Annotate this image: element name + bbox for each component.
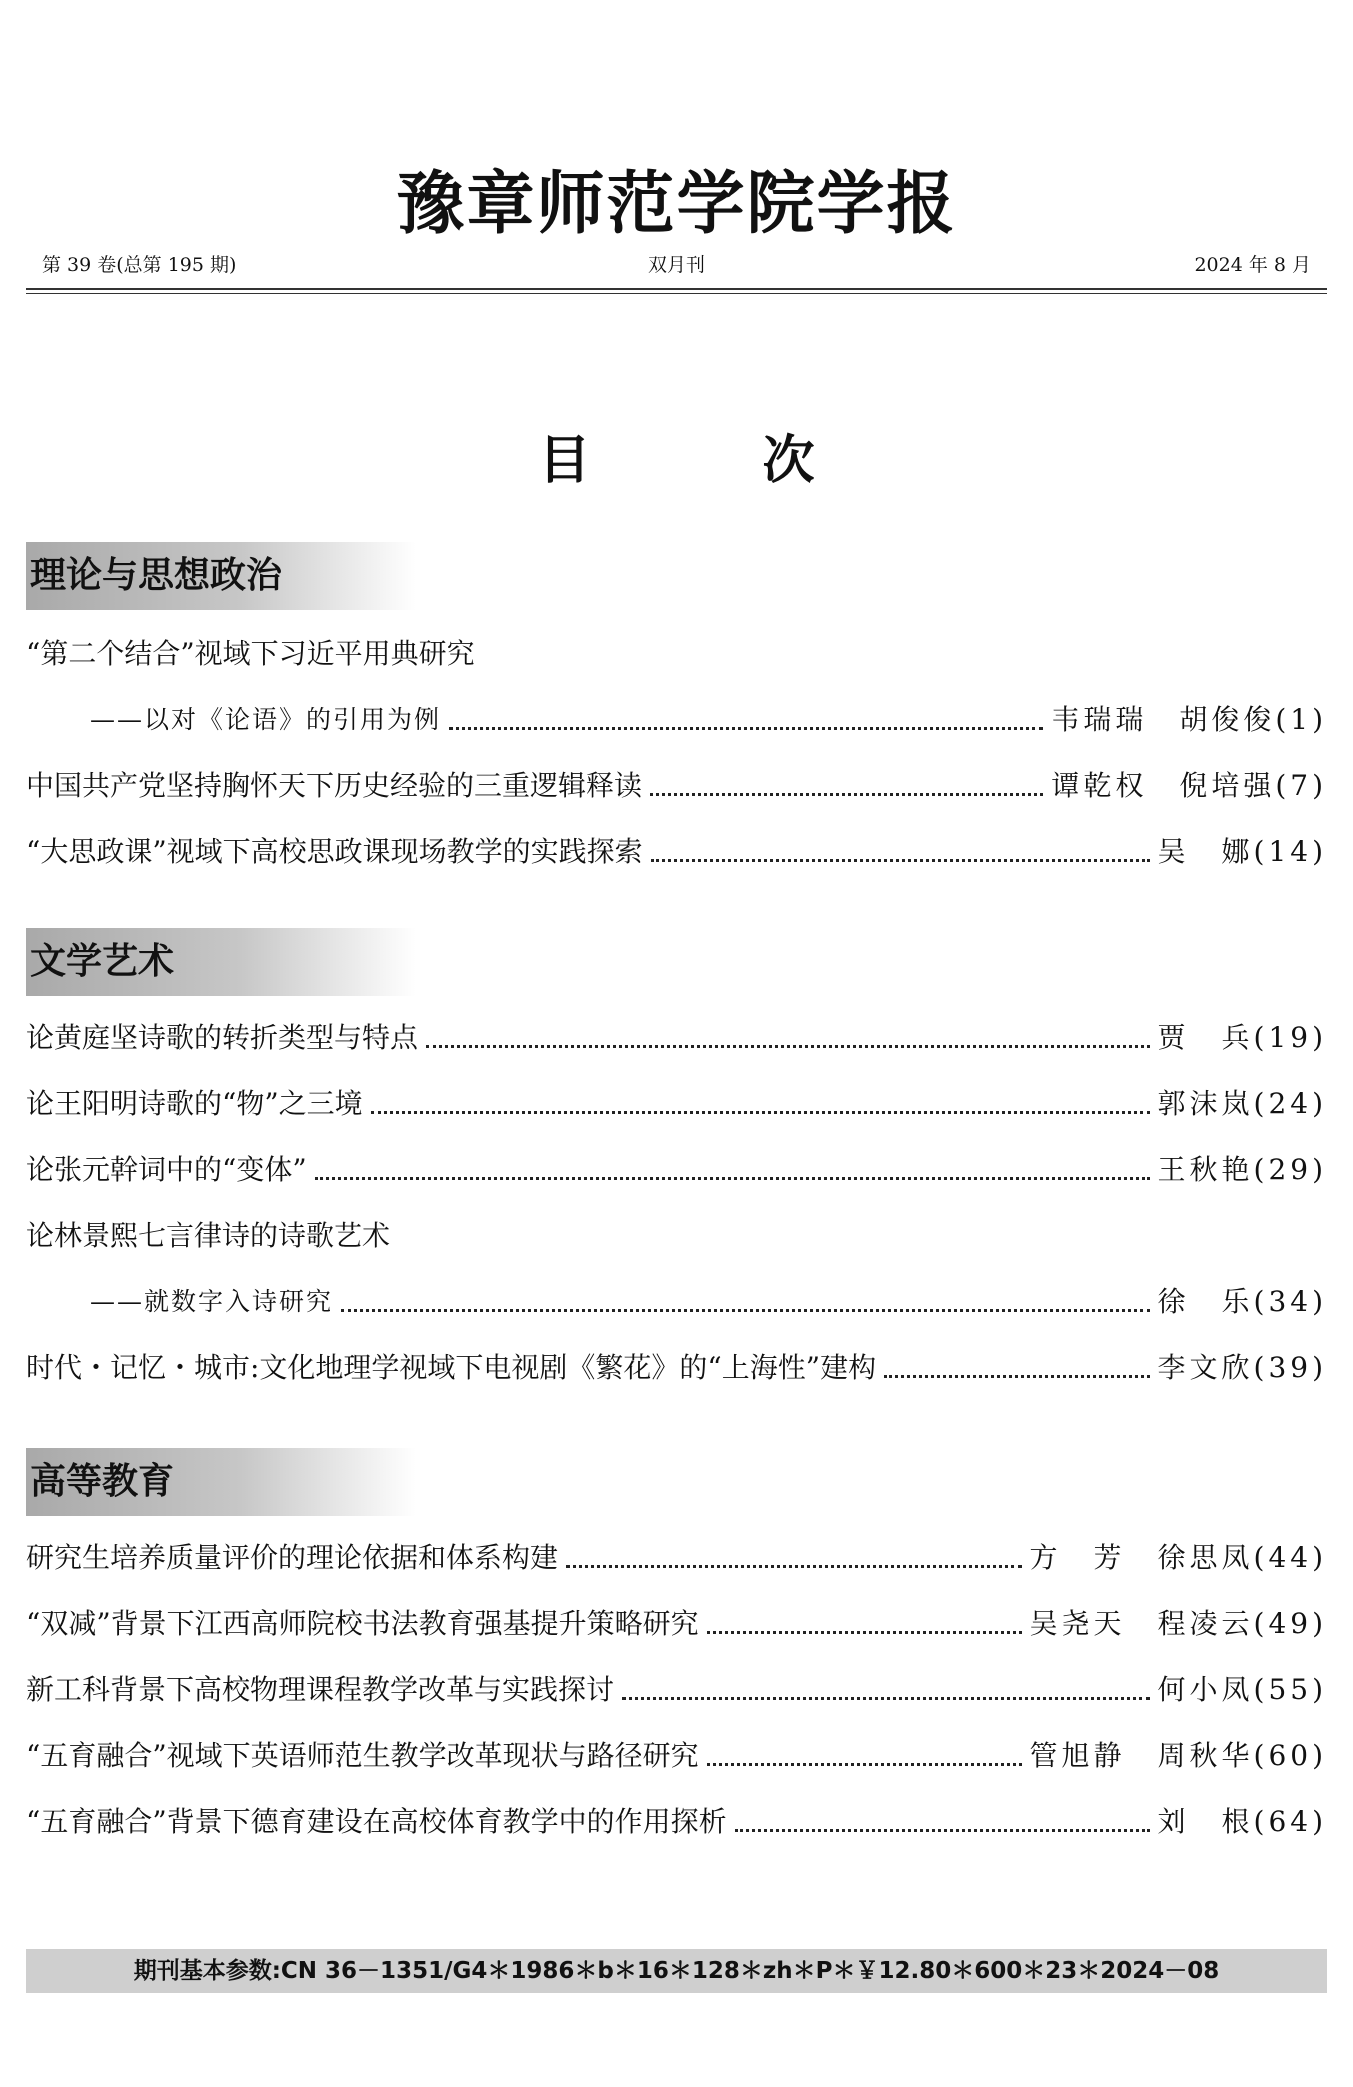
issue-date: 2024 年 8 月 [1194, 254, 1311, 276]
entry-page: (39) [1253, 1351, 1327, 1384]
leader-dots [707, 1763, 1022, 1766]
entry-title: 论黄庭坚诗歌的转折类型与特点 [26, 1021, 419, 1054]
toc-entry[interactable] [26, 698, 1327, 742]
entry-page: (44) [1253, 1541, 1327, 1574]
section-header-theory: 理论与思想政治 [26, 542, 416, 610]
entry-authors: 徐 乐 [1157, 1285, 1254, 1318]
toc-entry[interactable] [26, 1800, 1327, 1844]
leader-dots [449, 727, 1043, 730]
entry-page: (14) [1253, 835, 1327, 868]
entry-subtitle: ——以对《论语》的引用为例 [90, 705, 442, 734]
entry-title: “第二个结合”视域下习近平用典研究 [26, 637, 475, 670]
toc-entry[interactable] [26, 1280, 1327, 1324]
toc-entry[interactable] [26, 1734, 1327, 1778]
entry-page: (1) [1275, 703, 1327, 736]
header-rule-thin [26, 293, 1327, 294]
entry-page: (64) [1253, 1805, 1327, 1838]
leader-dots [651, 859, 1150, 862]
entry-authors: 何小凤 [1157, 1673, 1254, 1706]
entry-title: “五育融合”视域下英语师范生教学改革现状与路径研究 [26, 1739, 699, 1772]
entry-authors: 郭沫岚 [1157, 1087, 1254, 1120]
entry-page: (34) [1253, 1285, 1327, 1318]
entry-title: 时代・记忆・城市:文化地理学视域下电视剧《繁花》的“上海性”建构 [26, 1351, 877, 1384]
leader-dots [707, 1631, 1022, 1634]
entry-page: (19) [1253, 1021, 1327, 1054]
entry-authors: 方 芳 徐思凤 [1029, 1541, 1254, 1574]
entry-authors: 吴尧天 程凌云 [1029, 1607, 1254, 1640]
section-header-higher-education: 高等教育 [26, 1448, 416, 1516]
section-header-literature: 文学艺术 [26, 928, 416, 996]
entry-title: “双减”背景下江西高师院校书法教育强基提升策略研究 [26, 1607, 699, 1640]
leader-dots [884, 1375, 1149, 1378]
toc-entry[interactable] [26, 1082, 1327, 1126]
volume-label: 第 39 卷(总第 195 期) [42, 254, 237, 276]
toc-entry[interactable] [26, 830, 1327, 874]
toc-entry[interactable] [26, 764, 1327, 808]
entry-title: 新工科背景下高校物理课程教学改革与实践探讨 [26, 1673, 615, 1706]
leader-dots [735, 1829, 1150, 1832]
journal-parameters-bar: 期刊基本参数:CN 36－1351/G4＊1986＊b＊16＊128＊zh＊P＊￥12.80＊600＊23＊2024－08 [26, 1949, 1327, 1993]
entry-page: (7) [1275, 769, 1327, 802]
toc-entry[interactable] [26, 1668, 1327, 1712]
entry-title: 论林景熙七言律诗的诗歌艺术 [26, 1219, 391, 1252]
header-rule-thick [26, 288, 1327, 290]
entry-title: 论王阳明诗歌的“物”之三境 [26, 1087, 363, 1120]
entry-title: 研究生培养质量评价的理论依据和体系构建 [26, 1541, 559, 1574]
frequency-label: 双月刊 [647, 254, 705, 276]
leader-dots [315, 1177, 1150, 1180]
entry-authors: 贾 兵 [1157, 1021, 1254, 1054]
toc-entry[interactable] [26, 1602, 1327, 1646]
leader-dots [622, 1697, 1149, 1700]
toc-entry[interactable] [26, 1148, 1327, 1192]
toc-entry[interactable] [26, 1016, 1327, 1060]
entry-title: 论张元幹词中的“变体” [26, 1153, 307, 1186]
leader-dots [341, 1309, 1149, 1312]
entry-page: (60) [1253, 1739, 1327, 1772]
entry-page: (55) [1253, 1673, 1327, 1706]
entry-authors: 王秋艳 [1157, 1153, 1254, 1186]
entry-title: “大思政课”视域下高校思政课现场教学的实践探索 [26, 835, 643, 868]
leader-dots [650, 793, 1043, 796]
entry-page: (29) [1253, 1153, 1327, 1186]
toc-entry[interactable] [26, 1536, 1327, 1580]
entry-title: “五育融合”背景下德育建设在高校体育教学中的作用探析 [26, 1805, 727, 1838]
entry-authors: 刘 根 [1157, 1805, 1254, 1838]
leader-dots [566, 1565, 1021, 1568]
toc-heading: 目 次 [538, 430, 875, 491]
entry-page: (24) [1253, 1087, 1327, 1120]
entry-page: (49) [1253, 1607, 1327, 1640]
journal-title: 豫章师范学院学报 [396, 164, 957, 244]
entry-subtitle: ——就数字入诗研究 [90, 1287, 334, 1316]
leader-dots [371, 1111, 1150, 1114]
toc-entry[interactable] [26, 1214, 1327, 1258]
entry-authors: 韦瑞瑞 胡俊俊 [1051, 703, 1276, 736]
entry-authors: 李文欣 [1157, 1351, 1254, 1384]
issue-info-row [26, 250, 1327, 280]
toc-entry[interactable] [26, 632, 1327, 676]
toc-entry[interactable] [26, 1346, 1327, 1390]
leader-dots [426, 1045, 1149, 1048]
entry-title: 中国共产党坚持胸怀天下历史经验的三重逻辑释读 [26, 769, 643, 802]
entry-authors: 吴 娜 [1157, 835, 1254, 868]
entry-authors: 管旭静 周秋华 [1029, 1739, 1254, 1772]
entry-authors: 谭乾权 倪培强 [1051, 769, 1276, 802]
